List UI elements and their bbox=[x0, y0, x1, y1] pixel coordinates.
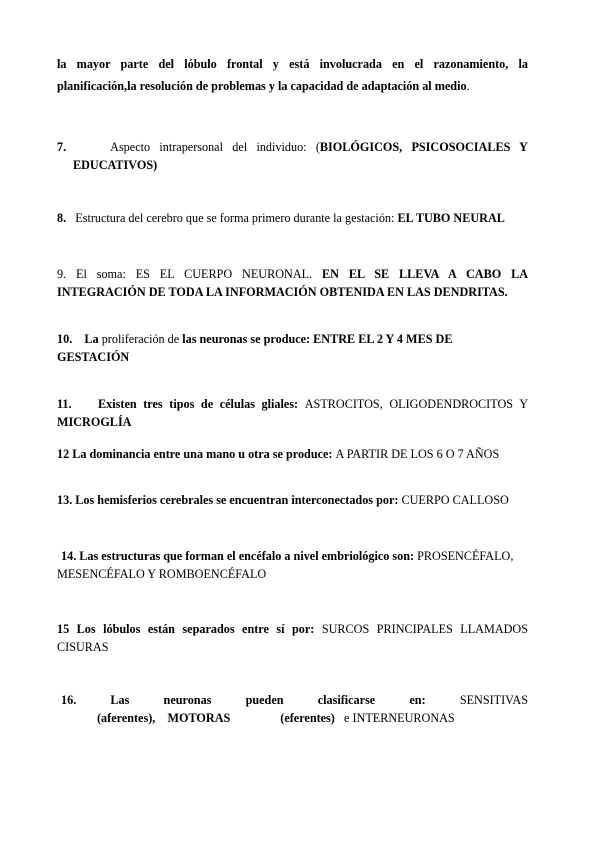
question-16-word-1: 16. Las bbox=[61, 693, 130, 707]
question-15-line-1 bbox=[57, 620, 528, 638]
question-16-aferentes: (aferentes), bbox=[97, 711, 156, 725]
question-7-number: 7. bbox=[57, 140, 67, 154]
question-10-answer-1: las neuronas se produce: ENTRE EL 2 Y 4 MES DE bbox=[182, 332, 453, 346]
question-13-answer: CUERPO CALLOSO bbox=[401, 493, 509, 507]
question-12 bbox=[57, 445, 528, 463]
question-9-answer-1: EN EL SE LLEVA A CABO LA bbox=[322, 267, 529, 281]
question-13-text: 13. Los hemisferios cerebrales se encuentran interconectados por: bbox=[57, 493, 399, 507]
question-10-line-2: GESTACIÓN bbox=[57, 350, 130, 364]
intro-paragraph bbox=[57, 55, 528, 95]
question-10-proliferacion: proliferación de bbox=[101, 332, 180, 346]
question-14-answer-1: PROSENCÉFALO, bbox=[417, 549, 514, 563]
question-16 bbox=[61, 691, 528, 727]
question-16-word-2: neuronas pueden bbox=[163, 693, 284, 707]
question-7 bbox=[57, 138, 528, 174]
question-13 bbox=[57, 491, 528, 509]
question-11-answer-1: ASTROCITOS, OLIGODENDROCITOS Y bbox=[304, 397, 529, 411]
question-7-text: Aspecto intrapersonal del individuo: ( bbox=[110, 140, 320, 154]
question-16-motoras: MOTORAS bbox=[167, 711, 231, 725]
question-15-line-2: CISURAS bbox=[57, 640, 109, 654]
question-8-text: Estructura del cerebro que se forma primero durante la gestación: bbox=[75, 211, 395, 225]
question-16-line-2 bbox=[61, 709, 528, 727]
question-16-word-4: en: bbox=[409, 693, 426, 707]
question-7-line-2: EDUCATIVOS) bbox=[73, 158, 158, 172]
question-9-text: 9. El soma: ES EL CUERPO NEURONAL. bbox=[57, 267, 313, 281]
question-10-line-1 bbox=[57, 330, 528, 348]
question-14 bbox=[57, 547, 528, 583]
question-8-answer: EL TUBO NEURAL bbox=[397, 211, 505, 225]
question-16-interneuronas: e INTERNEURONAS bbox=[344, 711, 455, 725]
intro-line-2-text: planificación,la resolución de problemas y la capacidad de adaptación al medio bbox=[57, 79, 467, 93]
intro-dot: . bbox=[466, 79, 470, 93]
question-11-text: Existen tres tipos de células gliales: bbox=[98, 397, 299, 411]
question-15 bbox=[57, 620, 528, 656]
intro-line-2 bbox=[57, 77, 528, 95]
question-9 bbox=[57, 265, 528, 301]
question-11-line-2: MICROGLÍA bbox=[57, 415, 132, 429]
question-10-number: 10. bbox=[57, 332, 73, 346]
question-11 bbox=[57, 395, 528, 431]
question-15-answer-1: SURCOS PRINCIPALES LLAMADOS bbox=[321, 622, 529, 636]
question-14-line-2: MESENCÉFALO Y ROMBOENCÉFALO bbox=[57, 567, 267, 581]
question-12-text: 12 La dominancia entre una mano u otra se produce: bbox=[57, 447, 333, 461]
question-8-line bbox=[57, 209, 528, 227]
question-9-line-2: INTEGRACIÓN DE TODA LA INFORMACIÓN OBTENIDA EN LAS DENDRITAS. bbox=[57, 285, 508, 299]
question-12-line bbox=[57, 445, 528, 463]
question-11-line-1 bbox=[57, 395, 528, 413]
question-14-text: 14. Las estructuras que forman el encéfalo a nivel embriológico son: bbox=[61, 549, 415, 563]
question-10 bbox=[57, 330, 528, 366]
question-7-line-1 bbox=[57, 138, 528, 156]
question-12-answer: A PARTIR DE LOS 6 O 7 AÑOS bbox=[335, 447, 500, 461]
question-8-number: 8. bbox=[57, 211, 67, 225]
question-14-line-1 bbox=[57, 547, 528, 565]
question-16-line-1 bbox=[61, 691, 528, 709]
question-16-word-3: clasificarse bbox=[317, 693, 376, 707]
question-10-word-la: La bbox=[84, 332, 99, 346]
question-8 bbox=[57, 209, 528, 227]
question-13-line bbox=[57, 491, 528, 509]
question-16-eferentes: (eferentes) bbox=[280, 711, 335, 725]
question-16-answer-1: SENSITIVAS bbox=[459, 693, 528, 707]
question-15-text: 15 Los lóbulos están separados entre sí por: bbox=[57, 622, 315, 636]
question-11-number: 11. bbox=[57, 397, 72, 411]
question-9-line-1 bbox=[57, 265, 528, 283]
intro-line-1: la mayor parte del lóbulo frontal y está involucrada en el razonamiento, la bbox=[57, 57, 528, 71]
question-7-answer-1: BIOLÓGICOS, PSICOSOCIALES Y bbox=[319, 140, 528, 154]
